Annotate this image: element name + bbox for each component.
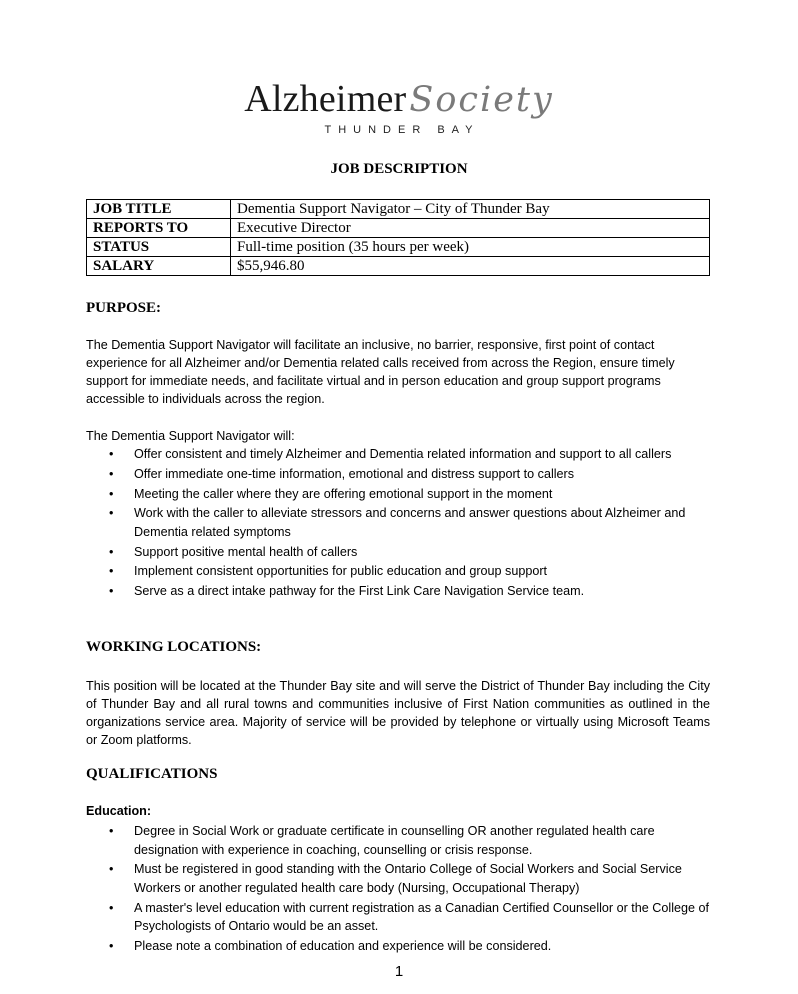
logo-word-alzheimer: Alzheimer xyxy=(244,78,407,120)
purpose-intro: The Dementia Support Navigator will: xyxy=(86,429,295,443)
document-title: JOB DESCRIPTION xyxy=(330,161,468,177)
bullet-icon: • xyxy=(109,862,114,877)
list-item: • Offer immediate one-time information, emotional and distress support to callers xyxy=(86,465,710,484)
table-row xyxy=(87,238,710,257)
table-row xyxy=(87,257,710,276)
organization-logo xyxy=(0,80,798,118)
list-item: • Meeting the caller where they are offering emotional support in the moment xyxy=(86,485,710,504)
bullet-icon: • xyxy=(109,564,114,579)
bullet-icon: • xyxy=(109,900,114,915)
status-value: Full-time position (35 hours per week) xyxy=(231,238,710,257)
working-locations-paragraph: This position will be located at the Thunder Bay site and will serve the District of Thunder Bay including the City of Thunder Bay and all rural towns and communities inclusive of First Nation communities as outlined in the organizations service area. Majority of service will be provided by telephone or virtually using Microsoft Teams or Zoom platforms. xyxy=(86,679,710,747)
list-item: • Support positive mental health of callers xyxy=(86,543,710,562)
bullet-icon: • xyxy=(109,506,114,521)
purpose-bullet-list xyxy=(86,445,710,602)
education-bullet-list xyxy=(86,822,710,957)
job-title-value: Dementia Support Navigator – City of Thunder Bay xyxy=(231,200,710,219)
list-item: • Offer consistent and timely Alzheimer and Dementia related information and support to all callers xyxy=(86,445,710,464)
reports-to-value: Executive Director xyxy=(231,219,710,238)
qualifications-heading: QUALIFICATIONS xyxy=(86,766,218,782)
page-number: 1 xyxy=(394,963,404,980)
purpose-heading: PURPOSE: xyxy=(86,300,161,316)
list-item: • A master's level education with current registration as a Canadian Certified Counsellor or the College of Psychologists of Ontario would be an asset. xyxy=(109,900,710,934)
table-row xyxy=(87,200,710,219)
list-item: • Work with the caller to alleviate stressors and concerns and answer questions about Alzheimer and Dementia related symptoms xyxy=(109,506,686,539)
working-locations-heading: WORKING LOCATIONS: xyxy=(86,639,262,655)
list-item: • Serve as a direct intake pathway for the First Link Care Navigation Service team. xyxy=(86,582,710,601)
list-item: • Please note a combination of education and experience will be considered. xyxy=(86,937,710,956)
salary-label: SALARY xyxy=(87,257,231,276)
bullet-icon: • xyxy=(109,447,114,461)
list-item: • Degree in Social Work or graduate certificate in counselling OR another regulated health care designation with experience in coaching, counselling or crisis response. xyxy=(109,824,655,857)
status-label: STATUS xyxy=(87,238,231,257)
job-title-label: JOB TITLE xyxy=(87,200,231,219)
table-row xyxy=(87,219,710,238)
education-subheading: Education: xyxy=(86,804,152,818)
bullet-icon: • xyxy=(109,584,114,599)
bullet-icon: • xyxy=(109,544,114,559)
job-info-table xyxy=(86,199,710,276)
list-item: • Implement consistent opportunities for public education and group support xyxy=(86,562,710,581)
purpose-paragraph: The Dementia Support Navigator will facilitate an inclusive, no barrier, responsive, first point of contact experience for all Alzheimer and/or Dementia related calls received from across the Region, ensure timely support for immediate needs, and facilitate virtual and in person education and group support programs accessible to individuals across the region. xyxy=(86,338,675,406)
reports-to-label: REPORTS TO xyxy=(87,219,231,238)
salary-value: $55,946.80 xyxy=(231,257,710,276)
logo-subtitle: THUNDER BAY xyxy=(324,124,480,136)
list-item: • Must be registered in good standing with the Ontario College of Social Workers and Social Service Workers or another regulated health care body (Nursing, Occupational Therapy) xyxy=(109,862,682,895)
bullet-icon: • xyxy=(109,938,114,953)
logo-word-society: Society xyxy=(409,80,554,120)
bullet-icon: • xyxy=(109,466,114,481)
bullet-icon: • xyxy=(109,824,114,838)
bullet-icon: • xyxy=(109,486,114,501)
